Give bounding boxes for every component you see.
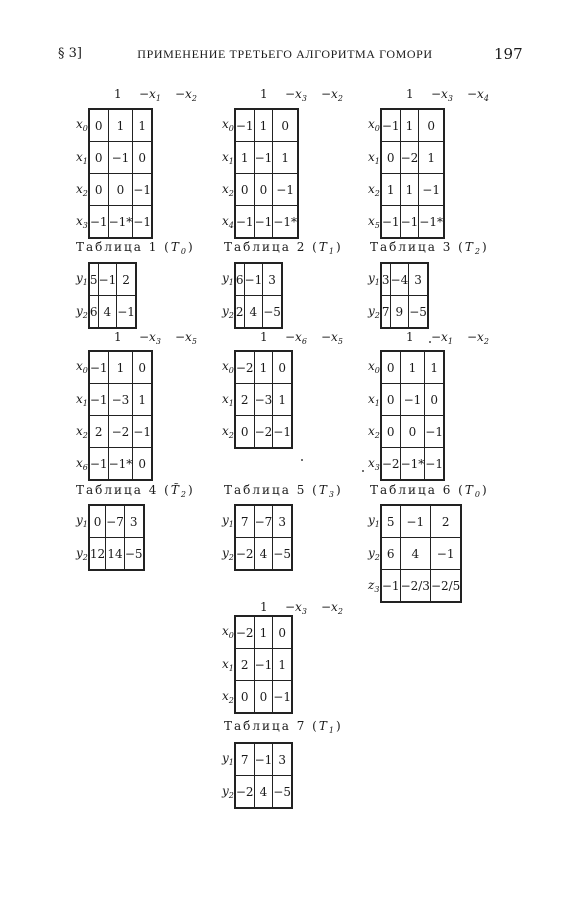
table-cell: 1 xyxy=(400,174,419,206)
table-cell: 1 xyxy=(273,142,298,174)
objective-grid xyxy=(368,262,429,329)
table-cell: −2/5 xyxy=(430,570,461,603)
table-cell: 1 xyxy=(254,616,273,649)
table-cell: 4 xyxy=(244,296,263,329)
table-row xyxy=(368,570,461,603)
column-header: 1 xyxy=(114,330,122,344)
table-cell: −1 xyxy=(89,448,108,481)
objective-grid xyxy=(222,742,293,809)
table-cell: −1 xyxy=(400,206,419,239)
row-variable-label: $y_1$ xyxy=(76,513,88,530)
row-variable-label: $x_2$ xyxy=(368,423,380,440)
table-cell: −1* xyxy=(108,448,133,481)
table-row xyxy=(222,505,292,538)
table-cell: −1 xyxy=(244,263,263,296)
row-variable-label: $y_2$ xyxy=(368,303,380,320)
table-row xyxy=(222,174,298,206)
table-cell: −1 xyxy=(273,681,292,714)
table-cell: 0 xyxy=(400,416,425,448)
table-cell: −1 xyxy=(254,142,273,174)
table-cell: 3 xyxy=(273,743,292,776)
table-cell: 0 xyxy=(425,384,444,416)
table-cell: 12 xyxy=(89,538,106,571)
table-row xyxy=(76,296,136,329)
table-cell: −1 xyxy=(133,206,152,239)
row-variable-label: $y_2$ xyxy=(76,545,88,562)
table-cell: 4 xyxy=(98,296,117,329)
print-speck xyxy=(301,459,303,461)
table-cell: 7 xyxy=(235,743,254,776)
table-row xyxy=(222,743,292,776)
table-cell: 1 xyxy=(235,142,254,174)
table-cell: 0 xyxy=(89,109,108,142)
table-cell: 1 xyxy=(133,109,152,142)
table-row xyxy=(222,142,298,174)
table-cell: −2 xyxy=(235,538,254,571)
table-row xyxy=(222,109,298,142)
column-header: 1 xyxy=(260,330,268,344)
table-row xyxy=(368,142,444,174)
table-cell: 6 xyxy=(89,296,98,329)
table-cell: 9 xyxy=(390,296,409,329)
table-cell: −1 xyxy=(273,174,298,206)
table-cell: 0 xyxy=(89,142,108,174)
table-cell: −2 xyxy=(254,416,273,449)
constraint-grid xyxy=(222,350,293,449)
table-cell: −2 xyxy=(381,448,400,481)
row-variable-label: $x_5$ xyxy=(368,213,380,230)
column-header: $-x_5$ xyxy=(175,330,197,346)
column-header: $-x_3$ xyxy=(285,600,307,616)
row-variable-label: $x_1$ xyxy=(368,391,380,408)
table-row xyxy=(76,206,152,239)
table-cell: 1 xyxy=(254,351,273,384)
table-cell: −1 xyxy=(381,206,400,239)
row-variable-label: $y_1$ xyxy=(368,271,380,288)
table-cell: 0 xyxy=(273,351,292,384)
running-title: ПРИМЕНЕНИЕ ТРЕТЬЕГО АЛГОРИТМА ГОМОРИ xyxy=(137,47,433,61)
row-variable-label: $x_1$ xyxy=(222,149,234,166)
table-cell: 2 xyxy=(117,263,136,296)
row-variable-label: $x_2$ xyxy=(76,181,88,198)
table-cell: 0 xyxy=(273,109,298,142)
column-header: $-x_1$ xyxy=(431,330,453,346)
table-cell: 6 xyxy=(381,538,400,570)
table-row xyxy=(222,351,292,384)
column-header: 1 xyxy=(114,87,122,101)
column-header: $-x_3$ xyxy=(139,330,161,346)
table-row xyxy=(368,505,461,538)
section-number: § 3] xyxy=(58,46,82,61)
table-cell: −4 xyxy=(390,263,409,296)
table-cell: −2 xyxy=(108,416,133,448)
table-cell: −1 xyxy=(273,416,292,449)
table-cell: 4 xyxy=(254,776,273,809)
table-cell: −1 xyxy=(254,743,273,776)
constraint-grid xyxy=(368,350,445,481)
row-variable-label: $x_1$ xyxy=(76,149,88,166)
table-cell: 7 xyxy=(235,505,254,538)
table-caption: Таблица 4 $(T̃_2)$ xyxy=(76,483,195,499)
table-cell: 0 xyxy=(133,351,152,384)
page-number: 197 xyxy=(494,45,523,63)
table-cell: −1* xyxy=(108,206,133,239)
table-cell: 0 xyxy=(89,505,106,538)
column-header: $-x_4$ xyxy=(467,87,489,103)
column-header: $-x_2$ xyxy=(175,87,197,103)
column-header: 1 xyxy=(406,87,414,101)
table-cell: −3 xyxy=(108,384,133,416)
table-cell: −2 xyxy=(235,616,254,649)
table-cell: 0 xyxy=(254,681,273,714)
table-cell: 7 xyxy=(381,296,390,329)
table-cell: −1 xyxy=(98,263,117,296)
table-row xyxy=(222,616,292,649)
row-variable-label: $x_0$ xyxy=(222,359,234,376)
table-cell: 2 xyxy=(235,649,254,681)
table-row xyxy=(368,416,444,448)
table-cell: −2 xyxy=(235,776,254,809)
column-header: 1 xyxy=(260,87,268,101)
table-cell: 1 xyxy=(425,351,444,384)
table-cell: 1 xyxy=(254,109,273,142)
table-row xyxy=(76,416,152,448)
table-cell: 2 xyxy=(235,384,254,416)
column-header: $-x_3$ xyxy=(431,87,453,103)
table-caption: Таблица 3 $(T_2)$ xyxy=(370,240,489,256)
table-cell: 0 xyxy=(254,174,273,206)
table-cell: 1 xyxy=(273,384,292,416)
table-cell: −1 xyxy=(89,351,108,384)
table-cell: −1 xyxy=(430,538,461,570)
table-row xyxy=(368,174,444,206)
table-cell: −1 xyxy=(108,142,133,174)
table-cell: −1* xyxy=(419,206,444,239)
table-cell: 5 xyxy=(381,505,400,538)
table-cell: 1 xyxy=(419,142,444,174)
table-row xyxy=(368,351,444,384)
table-cell: 3 xyxy=(273,505,292,538)
table-cell: 0 xyxy=(89,174,108,206)
table-row xyxy=(76,448,152,481)
constraint-grid xyxy=(76,108,153,239)
table-cell: 4 xyxy=(400,538,430,570)
table-row xyxy=(222,416,292,449)
table-cell: −1 xyxy=(254,206,273,239)
table-row xyxy=(368,206,444,239)
row-variable-label: $x_4$ xyxy=(222,213,234,230)
table-caption: Таблица 7 $(T_1)$ xyxy=(224,719,343,735)
table-row xyxy=(368,263,428,296)
table-cell: −1 xyxy=(235,206,254,239)
table-caption: Таблица 2 $(T_1)$ xyxy=(224,240,343,256)
table-cell: 3 xyxy=(381,263,390,296)
row-variable-label: $y_1$ xyxy=(222,751,234,768)
table-cell: −2 xyxy=(235,351,254,384)
table-cell: 0 xyxy=(235,174,254,206)
row-variable-label: $y_1$ xyxy=(222,513,234,530)
table-cell: −5 xyxy=(273,776,292,809)
row-variable-label: $x_2$ xyxy=(222,688,234,705)
table-row xyxy=(368,109,444,142)
table-cell: 0 xyxy=(419,109,444,142)
table-cell: −2/3 xyxy=(400,570,430,603)
row-variable-label: $x_3$ xyxy=(76,213,88,230)
table-cell: 1 xyxy=(381,174,400,206)
table-row xyxy=(76,174,152,206)
table-row xyxy=(368,538,461,570)
table-cell: 14 xyxy=(106,538,125,571)
table-row xyxy=(76,109,152,142)
table-cell: −1* xyxy=(273,206,298,239)
table-cell: −2 xyxy=(400,142,419,174)
column-header: $-x_6$ xyxy=(285,330,307,346)
table-cell: 0 xyxy=(381,416,400,448)
table-cell: −1 xyxy=(117,296,136,329)
row-variable-label: $x_0$ xyxy=(76,117,88,134)
table-cell: −5 xyxy=(263,296,282,329)
table-cell: −5 xyxy=(273,538,292,571)
row-variable-label: $y_1$ xyxy=(76,271,88,288)
table-cell: 0 xyxy=(133,142,152,174)
constraint-grid xyxy=(76,350,153,481)
row-variable-label: $x_2$ xyxy=(76,423,88,440)
table-cell: 3 xyxy=(124,505,143,538)
row-variable-label: $x_3$ xyxy=(368,455,380,472)
column-header: $-x_2$ xyxy=(321,87,343,103)
table-row xyxy=(222,649,292,681)
table-cell: 1 xyxy=(400,351,425,384)
row-variable-label: $y_1$ xyxy=(222,271,234,288)
row-variable-label: $x_2$ xyxy=(222,181,234,198)
table-cell: 3 xyxy=(409,263,428,296)
table-cell: −1 xyxy=(235,109,254,142)
row-variable-label: $x_1$ xyxy=(76,391,88,408)
table-cell: −5 xyxy=(124,538,143,571)
column-header: $-x_3$ xyxy=(285,87,307,103)
row-variable-label: $x_1$ xyxy=(368,149,380,166)
table-cell: −1 xyxy=(89,206,108,239)
row-variable-label: $y_2$ xyxy=(368,545,380,562)
table-cell: 0 xyxy=(381,351,400,384)
objective-grid xyxy=(222,504,293,571)
table-row xyxy=(76,142,152,174)
table-cell: −1 xyxy=(400,505,430,538)
table-cell: −3 xyxy=(254,384,273,416)
table-row xyxy=(368,384,444,416)
table-row xyxy=(368,296,428,329)
table-cell: −1 xyxy=(381,570,400,603)
table-cell: 1 xyxy=(273,649,292,681)
row-variable-label: $x_1$ xyxy=(222,656,234,673)
objective-grid xyxy=(76,504,145,571)
table-row xyxy=(76,538,144,571)
objective-grid xyxy=(76,262,137,329)
table-cell: 0 xyxy=(235,681,254,714)
table-row xyxy=(76,351,152,384)
table-row xyxy=(222,296,282,329)
table-cell: −1 xyxy=(254,649,273,681)
table-cell: 0 xyxy=(133,448,152,481)
constraint-grid xyxy=(222,108,299,239)
column-header: $-x_5$ xyxy=(321,330,343,346)
print-speck xyxy=(362,470,364,472)
table-cell: 1 xyxy=(133,384,152,416)
table-cell: 2 xyxy=(89,416,108,448)
table-cell: 0 xyxy=(235,416,254,449)
table-cell: −1 xyxy=(419,174,444,206)
table-cell: 0 xyxy=(273,616,292,649)
table-row xyxy=(222,776,292,809)
table-cell: 2 xyxy=(430,505,461,538)
column-header: $-x_2$ xyxy=(467,330,489,346)
row-variable-label: $x_0$ xyxy=(222,117,234,134)
row-variable-label: $x_6$ xyxy=(76,455,88,472)
table-cell: 5 xyxy=(89,263,98,296)
table-row xyxy=(76,505,144,538)
table-row xyxy=(222,681,292,714)
column-header: 1 xyxy=(260,600,268,614)
table-cell: 3 xyxy=(263,263,282,296)
table-cell: −7 xyxy=(254,505,273,538)
row-variable-label: $y_2$ xyxy=(222,303,234,320)
table-cell: 1 xyxy=(108,351,133,384)
row-variable-label: $y_2$ xyxy=(76,303,88,320)
row-variable-label: $x_0$ xyxy=(76,359,88,376)
table-cell: 2 xyxy=(235,296,244,329)
table-cell: −1 xyxy=(381,109,400,142)
row-variable-label: $x_0$ xyxy=(368,117,380,134)
objective-grid xyxy=(368,504,462,603)
table-cell: −1 xyxy=(133,174,152,206)
constraint-grid xyxy=(368,108,445,239)
table-row xyxy=(222,206,298,239)
table-cell: −1 xyxy=(89,384,108,416)
column-header: 1 xyxy=(406,330,414,344)
row-variable-label: $x_0$ xyxy=(222,624,234,641)
table-cell: −1 xyxy=(425,416,444,448)
row-variable-label: $x_0$ xyxy=(368,359,380,376)
print-speck xyxy=(429,341,431,343)
table-cell: 0 xyxy=(108,174,133,206)
constraint-grid xyxy=(222,615,293,714)
row-variable-label: $y_2$ xyxy=(222,783,234,800)
row-variable-label: $x_2$ xyxy=(368,181,380,198)
row-variable-label: $y_2$ xyxy=(222,545,234,562)
table-row xyxy=(222,538,292,571)
row-variable-label: $y_1$ xyxy=(368,513,380,530)
table-row xyxy=(76,384,152,416)
table-row xyxy=(76,263,136,296)
table-cell: −1 xyxy=(133,416,152,448)
objective-grid xyxy=(222,262,283,329)
table-cell: 0 xyxy=(381,142,400,174)
table-cell: 6 xyxy=(235,263,244,296)
table-row xyxy=(222,263,282,296)
column-header: $-x_1$ xyxy=(139,87,161,103)
row-variable-label: $x_2$ xyxy=(222,423,234,440)
table-cell: −1* xyxy=(400,448,425,481)
column-header: $-x_2$ xyxy=(321,600,343,616)
table-cell: 0 xyxy=(381,384,400,416)
table-cell: 4 xyxy=(254,538,273,571)
table-row xyxy=(222,384,292,416)
table-row xyxy=(368,448,444,481)
table-caption: Таблица 5 $(T_3)$ xyxy=(224,483,343,499)
table-cell: −7 xyxy=(106,505,125,538)
table-caption: Таблица 1 $(T_0)$ xyxy=(76,240,195,256)
table-cell: 1 xyxy=(108,109,133,142)
row-variable-label: $z_3$ xyxy=(368,577,380,594)
table-cell: −5 xyxy=(409,296,428,329)
table-cell: −1 xyxy=(400,384,425,416)
row-variable-label: $x_1$ xyxy=(222,391,234,408)
table-cell: 1 xyxy=(400,109,419,142)
table-caption: Таблица 6 $(T_0)$ xyxy=(370,483,489,499)
table-cell: −1 xyxy=(425,448,444,481)
page-header xyxy=(0,0,570,80)
